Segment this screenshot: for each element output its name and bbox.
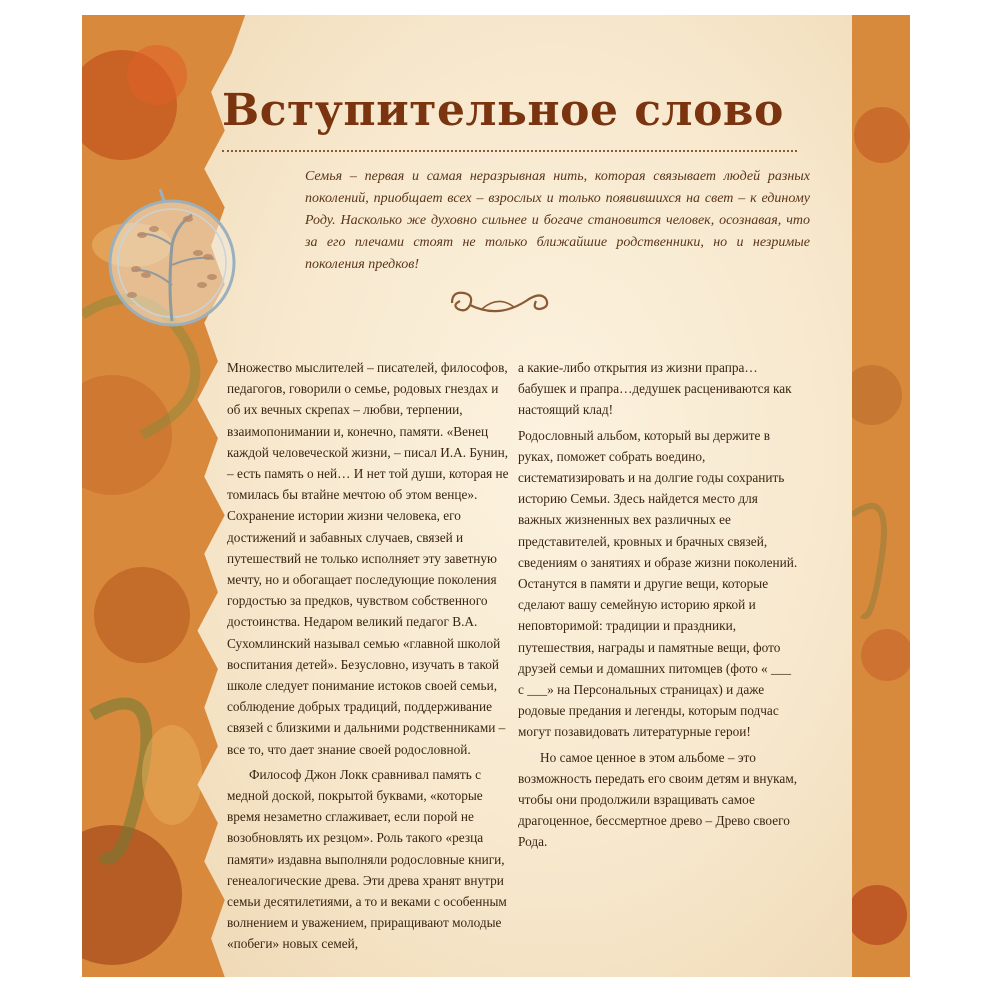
tree-medallion-icon bbox=[102, 185, 244, 335]
text-column-right bbox=[518, 357, 800, 857]
album-page bbox=[82, 15, 910, 977]
paragraph: Множество мыслителей – писателей, философов, педагогов, говорили о семье, родовых гнездах и об их вечных скрепах – любви, терпении, взаимопонимании и, конечно, памяти. «Венец каждой человеческой жизни, – писал И.А. Бунин, – есть память о ней… И нет той души, которая не томилась бы втайне мечтою об этом венце». Сохранение истории жизни человека, его достижений и забавных случаев, связей и путешествий не только исполняет эту заветную мечту, но и обогащает последующие поколения гордостью за предков, чувством собственного достоинства. Недаром великий педагог В.А. Сухомлинский называл семью «главной школой воспитания детей». Безусловно, изучать в такой школе следует понимание истоков своей семьи, соблюдение добрых традиций, поддерживание связей с близкими и дальними родственниками – все то, что дает знание своей родословной. bbox=[227, 360, 509, 757]
paragraph: Философ Джон Локк сравнивал память с медной доской, покрытой буквами, «которые время незаметно сглаживает, если порой не возобновлять их резцом». Роль такого «резца памяти» издавна выполняли родословные книги, генеалогические древа. Эти древа хранят внутри семьи десятилетиями, а то и веками с особенным волнением и уважением, приращивают молодые «побеги» новых семей, bbox=[227, 766, 507, 952]
floral-border-right bbox=[852, 15, 910, 977]
ornament-flourish-icon bbox=[442, 283, 554, 323]
paragraph: Но самое ценное в этом альбоме – это возможность передать его своим детям и внукам, чтобы они продолжили взращивать самое драгоценное, бессмертное древо – Древо своего Рода. bbox=[518, 749, 798, 850]
page-title: Вступительное слово bbox=[222, 85, 784, 136]
paragraph: а какие-либо открытия из жизни прапра… бабушек и прапра…дедушек расцениваются как настоящий клад! bbox=[518, 360, 792, 418]
intro-epigraph: Семья – первая и самая неразрывная нить, которая связывает людей разных поколений, приобщает всех – взрослых и только появившихся на свет – к единому Роду. Насколько же духовно сильнее и богаче становится человек, осознавая, что за его плечами стоят не только ближайшие родственники, но и незримые поколения предков! bbox=[305, 169, 810, 272]
paragraph: Родословный альбом, который вы держите в руках, поможет собрать воедино, систематизировать и на долгие годы сохранить историю Семьи. Здесь найдется место для важных жизненных вех различных ее представителей, кровных и брачных связей, сведениям о занятиях и образе жизни поколений. Останутся в памяти и другие вещи, которые сделают вашу семейную историю яркой и неповторимой: традиции и праздники, путешествия, награды и памятные вещи, фото друзей семьи и домашних питомцев (фото « ___ с ___» на Персональных страницах) и даже родовые предания и легенды, которым подчас могут позавидовать литературные герои! bbox=[518, 427, 798, 740]
text-column-left bbox=[227, 357, 512, 959]
title-divider bbox=[222, 150, 797, 152]
